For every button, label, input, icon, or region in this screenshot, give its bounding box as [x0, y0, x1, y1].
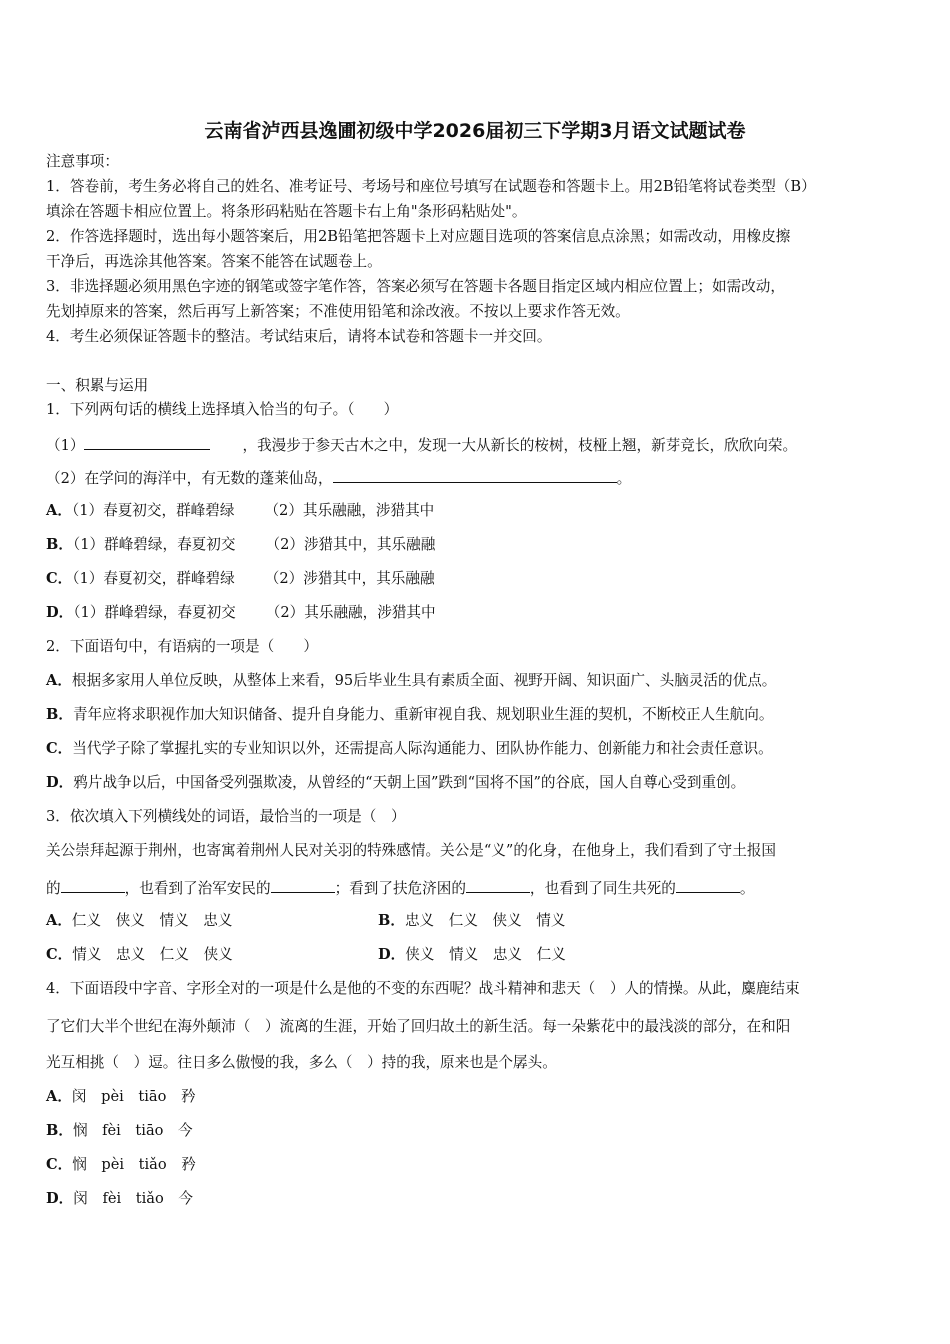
option-label: B． — [46, 1122, 73, 1139]
option-text: 悯 pèi tiǎo 矜 — [72, 1156, 196, 1173]
option-text: 侠义 情义 忠义 仁义 — [405, 946, 566, 963]
passage-text: ，也看到了治军安民的 — [124, 880, 271, 897]
option-text: 忠义 仁义 侠义 情义 — [404, 912, 566, 929]
question-1-stem: 1．下列两句话的横线上选择填入恰当的句子。（ ） — [46, 401, 399, 418]
option-label: C． — [46, 570, 73, 587]
question-4-passage: 了它们大半个世纪在海外颠沛（ ）流离的生涯，开始了回归故土的新生活。每一朵紫花中的最浅淡的部分，在和阳 — [46, 1018, 791, 1035]
question-3-passage: 关公崇拜起源于荆州，也寄寓着荆州人民对关羽的特殊感情。关公是“义”的化身，在他身上，我们看到了守土报国 — [46, 842, 777, 859]
option-label: C． — [46, 740, 73, 757]
passage-text: 的 — [46, 880, 61, 897]
option-text: 悯 fèi tiāo 今 — [72, 1122, 193, 1139]
passage-text: ；看到了扶危济困的 — [334, 880, 466, 897]
option-d — [46, 603, 436, 623]
option-label: A． — [46, 1088, 72, 1105]
answer-blank — [676, 877, 740, 893]
option-text: （1）春夏初交，群峰碧绿 — [72, 570, 235, 587]
question-4-passage: 光互相挑（ ）逗。往日多么傲慢的我，多么（ ）持的我，原来也是个孱头。 — [46, 1054, 557, 1071]
notice-line: 2．作答选择题时，选出每小题答案后，用2B铅笔把答题卡上对应题目选项的答案信息点涂黑；如需改动，用橡皮擦 — [46, 228, 791, 245]
notice-heading: 注意事项： — [46, 153, 119, 170]
option-text: 当代学子除了掌握扎实的专业知识以外，还需提高人际沟通能力、团队协作能力、创新能力和社会责任意识。 — [72, 740, 773, 757]
answer-blank — [466, 877, 530, 893]
option-a — [46, 1087, 196, 1107]
option-text: 鸦片战争以后，中国备受列强欺凌，从曾经的“天朝上国”跌到“国将不国”的谷底，国人自尊心受到重创。 — [73, 774, 746, 791]
option-label: A． — [46, 672, 72, 689]
option-a — [46, 501, 434, 521]
question-3-passage-blanks — [46, 877, 754, 899]
page-title: 云南省泸西县逸圃初级中学2026届初三下学期3月语文试题试卷 — [204, 120, 746, 142]
option-text: （1）群峰碧绿，春夏初交 — [73, 604, 236, 621]
sentence-end: 。 — [616, 470, 632, 487]
option-d — [46, 773, 745, 793]
answer-blank — [61, 877, 125, 893]
notice-line: 填涂在答题卡相应位置上。将条形码粘贴在答题卡右上角"条形码粘贴处"。 — [46, 203, 527, 220]
question-1-sentence-2 — [46, 467, 631, 489]
option-c — [46, 569, 435, 589]
option-c — [46, 946, 233, 963]
option-text: 仁义 侠义 情义 忠义 — [71, 912, 233, 929]
sentence-prefix: （1） — [46, 437, 85, 454]
notice-line: 干净后，再选涂其他答案。答案不能答在试题卷上。 — [46, 253, 382, 270]
option-text: 青年应将求职视作加大知识储备、提升自身能力、重新审视自我、规划职业生涯的契机，不断校正人生航向。 — [72, 706, 774, 723]
option-text: （1）群峰碧绿，春夏初交 — [72, 536, 236, 553]
option-d — [46, 1189, 193, 1209]
question-3-stem: 3．依次填入下列横线处的词语，最恰当的一项是（ ） — [46, 808, 406, 825]
option-label: B． — [46, 706, 73, 723]
option-a — [46, 671, 776, 691]
option-label: D． — [378, 946, 406, 963]
sentence-text: （2）在学问的海洋中，有无数的蓬莱仙岛， — [46, 470, 333, 487]
option-b — [46, 1121, 193, 1141]
option-text: （2）涉猎其中，其乐融融 — [265, 536, 436, 553]
option-b — [378, 911, 565, 931]
passage-text: 。 — [739, 880, 755, 897]
option-label: A． — [46, 912, 72, 929]
option-text: 闵 pèi tiāo 矜 — [71, 1088, 196, 1105]
option-label: D． — [46, 1190, 74, 1207]
question-1-sentence-1 — [46, 434, 797, 456]
option-label: C． — [46, 946, 73, 963]
option-a — [46, 912, 232, 929]
question-2-stem: 2．下面语句中，有语病的一项是（ ） — [46, 638, 318, 655]
option-text: （2）其乐融融，涉猎其中 — [264, 502, 435, 519]
option-label: A． — [46, 502, 72, 519]
answer-blank — [84, 434, 210, 450]
notice-line: 3．非选择题必须用黑色字迹的钢笔或签字笔作答，答案必须写在答题卡各题目指定区域内相应位置上；如需改动， — [46, 278, 785, 295]
option-text: （2）其乐融融，涉猎其中 — [265, 604, 436, 621]
option-b — [46, 705, 773, 725]
option-text: （2）涉猎其中，其乐融融 — [264, 570, 435, 587]
answer-blank — [333, 467, 617, 483]
question-4-stem: 4．下面语段中字音、字形全对的一项是什么是他的不变的东西呢？战斗精神和悲天（ ）人的情操。从此，麋鹿结束 — [46, 980, 800, 997]
sentence-text: ，我漫步于参天古木之中，发现一大从新长的桉树，枝桠上翘，新芽竞长，欣欣向荣。 — [242, 437, 798, 454]
notice-line: 1．答卷前，考生务必将自己的姓名、准考证号、考场号和座位号填写在试题卷和答题卡上。用2B铅笔将试卷类型（B） — [46, 178, 816, 195]
option-text: （1）春夏初交，群峰碧绿 — [71, 502, 235, 519]
notice-line: 4．考生必须保证答题卡的整洁。考试结束后，请将本试卷和答题卡一并交回。 — [46, 328, 552, 345]
options-row — [46, 911, 906, 931]
option-c — [46, 1155, 196, 1175]
notice-line: 先划掉原来的答案，然后再写上新答案；不准使用铅笔和涂改液。不按以上要求作答无效。 — [46, 303, 630, 320]
option-label: B． — [378, 912, 405, 929]
option-d — [378, 945, 566, 965]
option-text: 情义 忠义 仁义 侠义 — [72, 946, 233, 963]
answer-blank — [271, 877, 335, 893]
option-label: C． — [46, 1156, 73, 1173]
options-row — [46, 945, 906, 965]
section-heading: 一、积累与运用 — [46, 377, 149, 394]
option-label: D． — [46, 774, 74, 791]
option-label: D． — [46, 604, 74, 621]
option-label: B． — [46, 536, 73, 553]
option-c — [46, 739, 773, 759]
option-text: 闵 fèi tiǎo 今 — [73, 1190, 193, 1207]
option-b — [46, 535, 435, 555]
passage-text: ，也看到了同生共死的 — [529, 880, 676, 897]
option-text: 根据多家用人单位反映，从整体上来看，95后毕业生具有素质全面、视野开阔、知识面广、头脑灵活的优点。 — [71, 672, 777, 689]
